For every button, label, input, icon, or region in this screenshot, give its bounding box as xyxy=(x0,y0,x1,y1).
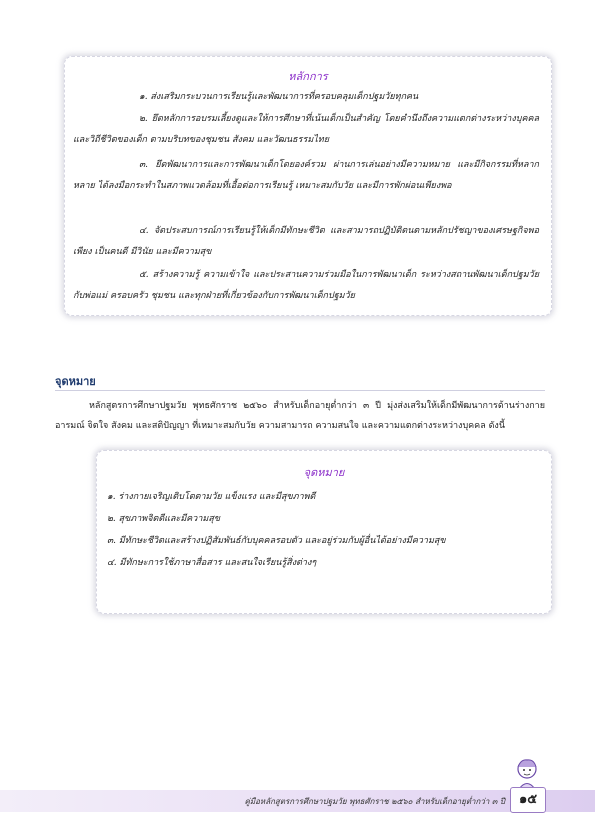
principle-item-3: ๓. ยึดพัฒนาการและการพัฒนาเด็กโดยองค์รวม ผ่านการเล่นอย่างมีความหมาย และมีกิจกรรมที่หลากหลาย ได้ลงมือกระทำในสภาพแวดล้อมที่เอื้อต่อการเรียนรู้ เหมาะสมกับวัย และมีการพักผ่อนเพียงพอ xyxy=(73,160,539,191)
page-number: ๑๕ xyxy=(510,787,546,813)
aims-heading: จุดหมาย xyxy=(55,375,96,388)
principles-box xyxy=(64,56,552,316)
aims-box xyxy=(96,450,552,614)
principles-title: หลักการ xyxy=(288,70,328,83)
principle-item-4: ๔. จัดประสบการณ์การเรียนรู้ให้เด็กมีทักษะชีวิต และสามารถปฏิบัติตนตามหลักปรัชญาของเศรษฐกิจพอเพียง เป็นคนดี มีวินัย และมีความสุข xyxy=(73,226,539,257)
aim-item-3: ๓. มีทักษะชีวิตและสร้างปฏิสัมพันธ์กับบุคคลรอบตัว และอยู่ร่วมกับผู้อื่นได้อย่างมีความสุข xyxy=(107,536,446,546)
aim-item-4: ๔. มีทักษะการใช้ภาษาสื่อสาร และสนใจเรียนรู้สิ่งต่างๆ xyxy=(107,558,317,568)
aims-heading-divider xyxy=(55,390,545,391)
principle-item-1: ๑. ส่งเสริมกระบวนการเรียนรู้และพัฒนาการที่ครอบคลุมเด็กปฐมวัยทุกคน xyxy=(139,92,419,102)
aims-box-title: จุดหมาย xyxy=(303,466,345,479)
aim-item-2: ๒. สุขภาพจิตดีและมีความสุข xyxy=(107,514,220,524)
aim-item-1: ๑. ร่างกายเจริญเติบโตตามวัย แข็งแรง และมีสุขภาพดี xyxy=(107,492,316,502)
aims-intro-paragraph: หลักสูตรการศึกษาปฐมวัย พุทธศักราช ๒๕๖๐ สำหรับเด็กอายุต่ำกว่า ๓ ปี มุ่งส่งเสริมให้เด็กมีพัฒนาการด้านร่างกาย อารมณ์ จิตใจ สังคม และสติปัญญา ที่เหมาะสมกับวัย ความสามารถ ความสนใจ และความแตกต่างระหว่างบุคคล ดังนี้ xyxy=(55,401,545,431)
principle-item-5: ๕. สร้างความรู้ ความเข้าใจ และประสานความร่วมมือในการพัฒนาเด็ก ระหว่างสถานพัฒนาเด็กปฐมวัยกับพ่อแม่ ครอบครัว ชุมชน และทุกฝ่ายที่เกี่ยวข้องกับการพัฒนาเด็กปฐมวัย xyxy=(73,270,539,301)
footer-title: คู่มือหลักสูตรการศึกษาปฐมวัย พุทธศักราช ๒๕๖๐ สำหรับเด็กอายุต่ำกว่า ๓ ปี xyxy=(244,797,505,806)
principle-item-2: ๒. ยึดหลักการอบรมเลี้ยงดูและให้การศึกษาที่เน้นเด็กเป็นสำคัญ โดยคำนึงถึงความแตกต่างระหว่างบุคคลและวิถีชีวิตของเด็ก ตามบริบทของชุมชน สังคม และวัฒนธรรมไทย xyxy=(73,114,539,145)
